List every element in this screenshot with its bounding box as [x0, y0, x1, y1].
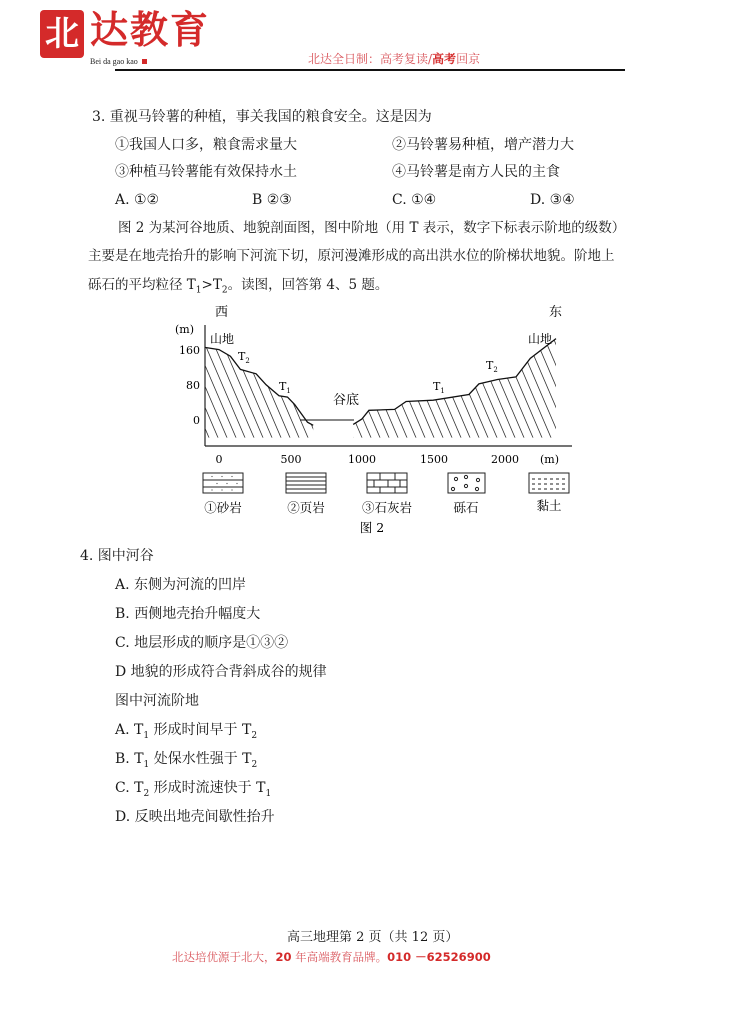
figure-caption: 图 2: [359, 520, 385, 535]
strata-line: [591, 300, 651, 440]
tagline-bold: 高考: [432, 52, 457, 66]
strata-line: [276, 300, 336, 440]
intro-text: >T: [201, 277, 222, 293]
subscript: 2: [245, 357, 250, 365]
q3-stem: 3. 重视马铃薯的种植，事关我国的粮食安全。这是因为: [92, 109, 432, 125]
subscript: 1: [286, 387, 291, 395]
t2-west-label: [238, 350, 250, 365]
x-tick-label: 500: [280, 453, 302, 466]
y-tick-label: 80: [186, 379, 200, 392]
t1-west-label: [279, 380, 291, 395]
intro-line-2: 主要是在地壳抬升的影响下河流下切，原河漫滩形成的高出洪水位的阶梯状地貌。阶地上: [88, 248, 615, 264]
t-letter: T: [433, 380, 441, 393]
subscript: 2: [251, 730, 258, 741]
subscript: 2: [251, 759, 258, 770]
strata-line: [366, 300, 426, 440]
footer-ad: [172, 950, 491, 964]
option-text: C. T: [115, 780, 144, 796]
strata-line: [573, 300, 633, 440]
q4-option-b: B. 西侧地壳抬升幅度大: [115, 606, 261, 622]
option-text: 形成时流速快于 T: [149, 780, 266, 796]
q4-option-d: D 地貌的形成符合背斜成谷的规律: [115, 664, 327, 680]
q5-option-b: [115, 750, 257, 768]
page-number: 高三地理第 2 页（共 12 页）: [287, 930, 459, 945]
strata-line: [411, 300, 471, 440]
subscript: 2: [493, 366, 498, 374]
subscript: 1: [143, 759, 150, 770]
strata-line: [159, 300, 219, 440]
q3-option-b: B ②③: [252, 192, 292, 208]
x-unit: (m): [540, 453, 560, 466]
q3-statement: ①我国人口多，粮食需求量大: [115, 137, 297, 153]
strata-line: [339, 300, 399, 440]
west-label: 西: [215, 305, 229, 320]
mountain-east-label: 山地: [528, 332, 553, 346]
strata-line: [258, 300, 318, 440]
footer-phone: 010 －62526900: [387, 950, 491, 964]
option-text: B. T: [115, 751, 144, 767]
logo-subtitle-text: Bei da gao kao: [90, 57, 138, 66]
option-text: 处保水性强于 T: [149, 751, 252, 767]
strata-line: [312, 300, 372, 440]
t-letter: T: [279, 380, 287, 393]
subscript: 1: [440, 387, 445, 395]
strata-line: [546, 300, 606, 440]
q5-option-a: [115, 721, 257, 739]
subscript: 1: [143, 730, 150, 741]
q5-option-c: [115, 779, 271, 797]
x-tick-label: 0: [215, 453, 223, 466]
q3-option-a: A. ①②: [115, 192, 160, 208]
strata-line: [231, 300, 291, 440]
strata-line: [501, 300, 561, 440]
legend-shale: [286, 473, 326, 493]
logo-mark: 北: [40, 10, 84, 58]
strata-line: [150, 300, 210, 440]
strata-line: [420, 300, 480, 440]
option-text: 形成时间早于 T: [149, 722, 252, 738]
strata-line: [384, 300, 444, 440]
legend-limestone: [367, 473, 407, 493]
legend-clay: [529, 473, 569, 493]
legend-label: 黏土: [536, 498, 562, 513]
strata-line: [195, 300, 255, 440]
rock-strata-hatching: [150, 300, 651, 440]
strata-line: [303, 300, 363, 440]
strata-line: [294, 300, 354, 440]
q5-option-d: [115, 808, 275, 826]
t-letter: T: [486, 359, 494, 372]
strata-line: [564, 300, 624, 440]
legend-label: 砾石: [453, 500, 479, 515]
strata-line: [330, 300, 390, 440]
strata-line: [447, 300, 507, 440]
t-letter: T: [238, 350, 246, 363]
mountain-west-label: 山地: [210, 332, 235, 346]
strata-line: [555, 300, 615, 440]
x-tick-label: 2000: [491, 453, 519, 466]
strata-line: [429, 300, 489, 440]
strata-line: [267, 300, 327, 440]
option-text: A. T: [115, 722, 144, 738]
q3-statement: ③种植马铃薯能有效保持水土: [115, 164, 297, 180]
t1-east-label: [433, 380, 445, 395]
strata-line: [348, 300, 408, 440]
subscript: 1: [265, 788, 272, 799]
east-label: 东: [549, 305, 563, 320]
x-tick-label: 1500: [420, 453, 448, 466]
strata-line: [321, 300, 381, 440]
strata-line: [375, 300, 435, 440]
q3-statement: ④马铃薯是南方人民的主食: [392, 164, 560, 180]
strata-line: [528, 300, 588, 440]
strata-line: [357, 300, 417, 440]
legend-label: ②页岩: [287, 500, 325, 515]
strata-line: [582, 300, 642, 440]
strata-line: [249, 300, 309, 440]
intro-text: 。读图，回答第 4、5 题。: [227, 277, 389, 293]
strata-line: [519, 300, 579, 440]
strata-line: [285, 300, 345, 440]
q3-option-c: C. ①④: [392, 192, 437, 208]
subscript: 2: [143, 788, 150, 799]
q4-stem: 4. 图中河谷: [80, 548, 154, 564]
footer-ad-text: 北达培优源于北大，: [172, 950, 276, 964]
q5-stem: 图中河流阶地: [115, 693, 199, 709]
valley-floor-label: 谷底: [333, 393, 360, 408]
strata-line: [402, 300, 462, 440]
strata-line: [393, 300, 453, 440]
footer-ad-bold: 20: [275, 950, 292, 964]
tagline-suffix: 回京: [456, 52, 481, 66]
option-text: D. 反映出地壳间歇性抬升: [115, 809, 275, 825]
t2-east-label: [486, 359, 498, 374]
y-unit: (m): [175, 323, 195, 336]
strata-line: [474, 300, 534, 440]
subscript: 2: [221, 285, 228, 296]
y-tick-label: 0: [193, 414, 200, 427]
strata-line: [222, 300, 282, 440]
legend-label: ①砂岩: [204, 500, 242, 515]
q4-option-c: C. 地层形成的顺序是①③②: [115, 635, 289, 651]
q3-option-d: D. ③④: [530, 192, 575, 208]
strata-line: [537, 300, 597, 440]
intro-text: 砾石的平均粒径 T: [88, 277, 196, 293]
q4-option-a: A. 东侧为河流的凹岸: [115, 577, 247, 593]
legend-label: ③石灰岩: [361, 500, 413, 515]
y-tick-label: 160: [179, 344, 200, 357]
strata-line: [177, 300, 237, 440]
strata-line: [240, 300, 300, 440]
logo-text: 达教育: [90, 7, 211, 52]
tagline-prefix: 北达全日制：高考复读/: [308, 52, 433, 66]
q3-statement: ②马铃薯易种植，增产潜力大: [392, 137, 574, 153]
subscript: 1: [195, 285, 202, 296]
strata-line: [204, 300, 264, 440]
strata-line: [510, 300, 570, 440]
intro-line-1: 图 2 为某河谷地质、地貌剖面图，图中阶地（用 T 表示，数字下标表示阶地的级数）: [118, 220, 626, 236]
footer-ad-text: 年高端教育品牌。: [291, 950, 388, 964]
x-tick-label: 1000: [348, 453, 376, 466]
legend-sandstone: [203, 473, 243, 493]
legend-gravel: [448, 473, 485, 493]
